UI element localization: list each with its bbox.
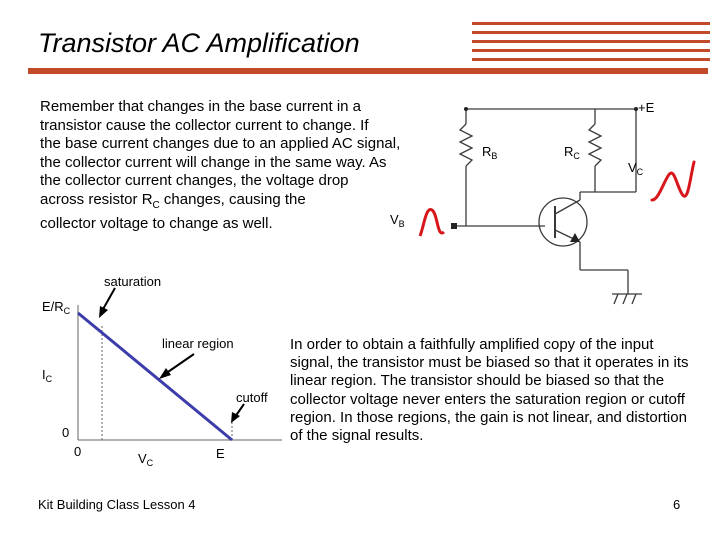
rc-label-main: R: [564, 144, 574, 159]
intro-line: the collector current changes, the voltage drop: [40, 172, 349, 189]
linear-pointer: [165, 354, 194, 374]
vb-label: [390, 212, 405, 227]
transistor-symbol: [539, 198, 587, 246]
intro-text-run: across resistor R: [40, 190, 153, 208]
cutoff-arrowhead-icon: [231, 412, 240, 423]
ground-symbol: [614, 294, 618, 304]
ground-symbol: [623, 294, 627, 304]
rb-label-main: R: [482, 144, 492, 159]
circuit-schematic: [455, 109, 642, 304]
x-vc-label-main: V: [138, 451, 147, 466]
output-signal-wave: [652, 162, 694, 200]
load-line: [78, 313, 232, 440]
intro-line: collector voltage to change as well.: [40, 215, 273, 232]
intro-line: Remember that changes in the base current in a: [40, 98, 362, 115]
y-top-label-main: E/R: [42, 299, 64, 314]
base-input-terminal: [451, 223, 457, 229]
x-vc-label: [138, 451, 153, 466]
intro-line: the base current changes due to an applied AC signal,: [40, 135, 401, 152]
vb-label-sub: B: [398, 219, 405, 229]
conclusion-paragraph: In order to obtain a faithfully amplified copy of the input signal, the transistor must be biased so that it operates in its linear region. The transistor should be biased so that the collector voltage never enters the saturation region or cutoff region. In those regions, the gain is not linear, and distortion of the signal results.: [290, 336, 689, 445]
y-zero-label: 0: [62, 425, 70, 440]
rail-node: [464, 107, 468, 111]
ground-symbol: [632, 294, 636, 304]
saturation-arrowhead-icon: [99, 306, 108, 318]
saturation-label: saturation: [104, 274, 162, 289]
intro-line: the collector current will change in the same way. As: [40, 153, 387, 171]
y-top-label-sub: C: [63, 306, 71, 316]
footer-course: Kit Building Class Lesson 4: [38, 497, 196, 512]
supply-label: +E: [638, 100, 655, 115]
y-axis-label-sub: C: [45, 374, 53, 384]
intro-line: transistor cause the collector current to change. If: [40, 116, 369, 134]
y-top-label: [42, 299, 70, 314]
vc-label-sub: C: [636, 167, 644, 177]
slide-title: Transistor AC Amplification: [38, 28, 360, 58]
rb-label-sub: B: [491, 151, 498, 161]
rb-resistor: [460, 124, 472, 166]
linear-arrowhead-icon: [159, 368, 171, 379]
x-zero-label: 0: [74, 444, 82, 459]
y-axis-label: [42, 367, 52, 382]
y-axis-label-main: I: [42, 367, 46, 382]
vc-label-main: V: [628, 160, 637, 175]
intro-text-run: changes, causing the: [159, 190, 306, 208]
load-line-graph: [78, 288, 282, 440]
vc-label: [628, 160, 643, 175]
saturation-pointer: [102, 288, 115, 311]
x-vc-label-sub: C: [146, 458, 154, 468]
transistor-collector: [555, 200, 580, 214]
linear-region-label: linear region: [162, 336, 234, 351]
x-end-label: E: [216, 446, 225, 461]
input-signal-wave: [420, 209, 444, 236]
cutoff-label: cutoff: [236, 390, 268, 405]
rb-label: [482, 144, 497, 159]
intro-subscript: C: [152, 199, 160, 211]
rc-label: [564, 144, 580, 159]
rc-resistor: [589, 124, 601, 166]
page-number: 6: [673, 497, 681, 512]
vb-label-main: V: [390, 212, 399, 227]
rc-label-sub: C: [573, 151, 580, 161]
